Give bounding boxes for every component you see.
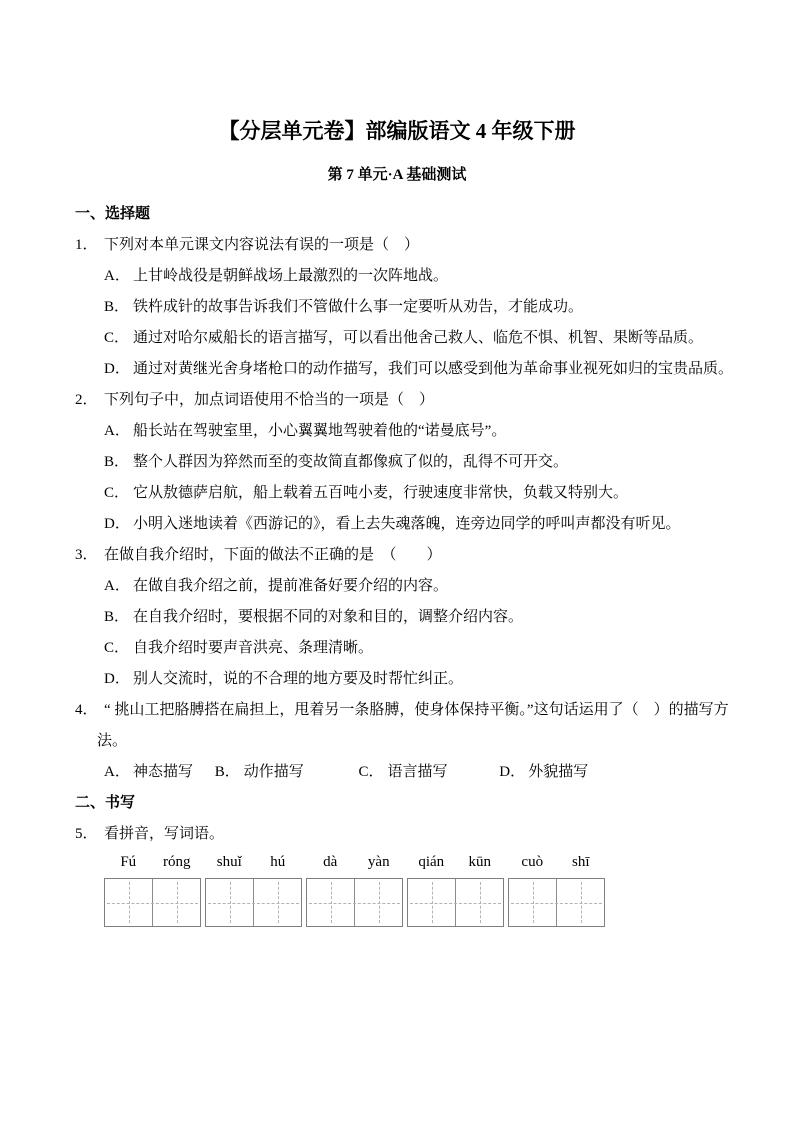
question-5-stem [75,819,739,850]
option-label: A． [104,268,130,284]
question-4-option-a [104,764,193,780]
writing-cell [408,879,456,926]
question-2-option-d [104,509,739,540]
pinyin-syllable: róng [163,854,191,870]
question-3-number: 3． [75,547,98,563]
writing-grid [104,878,739,927]
question-1-option-d [104,354,739,385]
pinyin-group [205,851,302,873]
option-text: 上甘岭战役是朝鲜战场上最激烈的一次阵地战。 [133,268,449,284]
question-1 [75,230,739,385]
option-text: 它从敖德萨启航，船上载着五百吨小麦，行驶速度非常快，负载又特别大。 [133,485,629,501]
option-label: D． [104,516,130,532]
question-3-stem-text: 在做自我介绍时，下面的做法不正确的是 （ ） [104,547,442,563]
question-3-option-a [104,571,739,602]
writing-cell [509,879,557,926]
writing-cell [355,879,402,926]
option-label: B． [214,764,240,780]
writing-cell [254,879,301,926]
pinyin-group [508,851,605,873]
pinyin-syllable: Fú [120,854,137,870]
question-4-option-d [499,764,588,780]
option-label: C． [358,764,384,780]
question-4-number: 4． [75,702,98,718]
section-heading-choice: 一、选择题 [75,206,151,222]
writing-cell [206,879,254,926]
question-1-option-a [104,261,739,292]
option-label: D． [104,361,130,377]
option-label: A． [104,578,130,594]
option-text: 自我介绍时要声音洪亮、条理清晰。 [133,640,374,656]
question-1-option-c [104,323,739,354]
option-text: 动作描写 [243,764,304,780]
page-subtitle: 第 7 单元·A 基础测试 [327,167,467,183]
option-text: 外貌描写 [528,764,589,780]
question-2-option-c [104,478,739,509]
writing-cell [557,879,604,926]
writing-grid-group [205,878,302,927]
option-text: 船长站在驾驶室里，小心翼翼地驾驶着他的“诺曼底号”。 [133,423,507,439]
question-4-options-row [104,757,739,788]
pinyin-group [306,851,403,873]
pinyin-syllable: shī [571,854,590,870]
question-5 [75,819,739,927]
question-4-option-c [359,764,448,780]
pinyin-syllable: qián [418,854,445,870]
writing-grid-group [407,878,504,927]
option-text: 通过对黄继光舍身堵枪口的动作描写，我们可以感受到他为革命事业视死如归的宝贵品质。 [133,361,734,377]
writing-grid-group [104,878,201,927]
question-2-stem-text: 下列句子中，加点词语使用不恰当的一项是（ ） [104,392,435,408]
option-label: D． [499,764,526,780]
question-2-number: 2． [75,392,98,408]
writing-cell [456,879,503,926]
option-text: 铁杵成针的故事告诉我们不管做什么事一定要听从劝告，才能成功。 [133,299,584,315]
question-3-option-d [104,664,739,695]
pinyin-syllable: shuǐ [216,854,242,870]
question-1-number: 1． [75,237,98,253]
option-label: B． [104,299,130,315]
question-1-stem-text: 下列对本单元课文内容说法有误的一项是（ ） [104,237,420,253]
question-1-option-b [104,292,739,323]
option-label: B． [104,454,130,470]
question-5-stem-text: 看拼音，写词语。 [104,826,225,842]
option-text: 语言描写 [387,764,448,780]
writing-cell [307,879,355,926]
option-label: C． [104,485,130,501]
option-text: 别人交流时，说的不合理的地方要及时帮忙纠正。 [133,671,464,687]
question-2-option-a [104,416,739,447]
option-text: 神态描写 [133,764,194,780]
option-label: C． [104,640,130,656]
option-text: 小明入迷地读着《西游记的》，看上去失魂落魄，连旁边同学的呼叫声都没有听见。 [133,516,681,532]
pinyin-syllable: cuò [521,854,544,870]
writing-grid-group [508,878,605,927]
writing-cell [153,879,200,926]
writing-cell [105,879,153,926]
writing-grid-group [306,878,403,927]
option-label: A． [104,764,130,780]
option-label: A． [104,423,130,439]
question-4 [75,695,739,788]
question-5-number: 5． [75,826,98,842]
section-heading-writing: 二、书写 [75,795,136,811]
question-4-stem-text: “ 挑山工把胳膊搭在扁担上，甩着另一条胳膊，使身体保持平衡。”这句话运用了（ ）的描写方法。 [97,702,729,749]
page-title: 【分层单元卷】部编版语文 4 年级下册 [218,119,576,143]
option-text: 整个人群因为猝然而至的变故简直都像疯了似的，乱得不可开交。 [133,454,569,470]
question-4-stem [75,695,739,757]
question-2-stem [75,385,739,416]
option-label: B． [104,609,130,625]
question-4-option-b [215,764,304,780]
question-3-option-b [104,602,739,633]
pinyin-group [104,851,201,873]
option-text: 通过对哈尔威船长的语言描写，可以看出他舍己救人、临危不惧、机智、果断等品质。 [133,330,704,346]
question-2-option-b [104,447,739,478]
question-3-option-c [104,633,739,664]
question-3 [75,540,739,695]
option-text: 在做自我介绍之前，提前准备好要介绍的内容。 [133,578,449,594]
pinyin-syllable: yàn [367,854,390,870]
option-label: C． [104,330,130,346]
option-text: 在自我介绍时，要根据不同的对象和目的，调整介绍内容。 [133,609,524,625]
option-label: D． [104,671,130,687]
pinyin-group [407,851,504,873]
pinyin-row [104,851,739,873]
question-3-stem [75,540,739,571]
question-1-stem [75,230,739,261]
pinyin-syllable: hú [270,854,286,870]
question-2 [75,385,739,540]
pinyin-syllable: dà [323,854,338,870]
pinyin-syllable: kūn [468,854,491,870]
